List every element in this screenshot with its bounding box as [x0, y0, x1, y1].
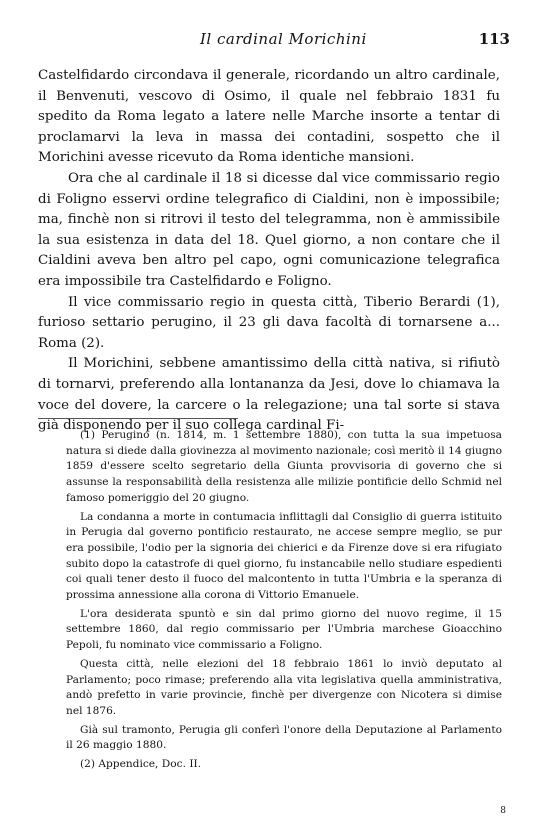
footnote: La condanna a morte in contumacia inflittagli dal Consiglio di guerra istituito in Perugia dal governo pontificio restaurato, ne accese sempre meglio, se pur era possibile, l'odio per la signoria dei chierici e da Firenze dove si era rifugiato subito dopo la catastrofe di quel giorno, fu instancabile nello studiare espedienti coi quali tener desto il fuoco del malcontento in tutta l'Umbria e la speranza di prossima annessione alla corona di Vittorio Emanuele.	[66, 510, 502, 602]
footnote: (2) Appendice, Doc. II.	[80, 758, 202, 771]
footnote: Già sul tramonto, Perugia gli conferì l'onore della Deputazione al Parlamento il 26 maggio 1880.	[66, 723, 502, 752]
main-text	[38, 66, 500, 437]
footnote: Questa città, nelle elezioni del 18 febbraio 1861 lo inviò deputato al Parlamento; poco rimase; preferendo alla vita legislativa quella amministrativa, andò prefetto in varie provincie, finchè per divergenze con Nicotera si dimise nel 1876.	[66, 657, 502, 717]
footnote: L'ora desiderata spuntò e sin dal primo giorno del nuovo regime, il 15 settembre 1860, dal regio commissario per l'Umbria marchese Gioacchino Pepoli, fu nominato vice commissario a Foligno.	[66, 607, 502, 652]
running-head	[30, 30, 510, 52]
body-paragraph: Il vice commissario regio in questa città, Tiberio Berardi (1), furioso settario perugino, il 23 gli dava facoltà di tornarsene a... Roma (2).	[38, 294, 500, 351]
footnote-divider	[38, 418, 238, 419]
running-title: Il cardinal Morichini	[200, 30, 367, 48]
body-paragraph: Il Morichini, sebbene amantissimo della città nativa, si rifiutò di tornarvi, preferendo alla lontananza da Jesi, dove lo chiamava la voce del dovere, la carcere o la relegazione; una tal sorte si stava già disponendo per il suo collega cardinal Fi-	[38, 356, 500, 434]
page-number: 113	[478, 30, 510, 48]
body-paragraph: Castelfidardo circondava il generale, ricordando un altro cardinale, il Benvenuti, vescovo di Osimo, il quale nel febbraio 1831 fu spedito da Roma legato a latere nelle Marche insorte a tentar di proclamarvi la leva in massa dei contadini, sospetto che il Morichini avesse ricevuto da Roma identiche mansioni.	[38, 68, 500, 166]
footnotes	[66, 428, 502, 773]
footnote: (1) Perugino (n. 1814, m. 1 settembre 1880), con tutta la sua impetuosa natura si diede dalla giovinezza al movimento nazionale; così meritò il 14 giugno 1859 d'essere scelto segretario della Giunta provvisoria di governo che si assunse la responsabilità della resistenza alle milizie pontificie dello Schmid nel famoso pomeriggio del 20 giugno.	[66, 429, 502, 504]
signature-mark: 8	[500, 806, 506, 816]
body-paragraph: Ora che al cardinale il 18 si dicesse dal vice commissario regio di Foligno esservi ordine telegrafico di Cialdini, non è impossibile; ma, finchè non si ritrovi il testo del telegramma, non è ammissibile la sua esistenza in data del 18. Quel giorno, a non contare che il Cialdini aveva ben altro pel capo, ogni comunicazione telegrafica era impossibile tra Castelfidardo e Foligno.	[38, 170, 500, 289]
